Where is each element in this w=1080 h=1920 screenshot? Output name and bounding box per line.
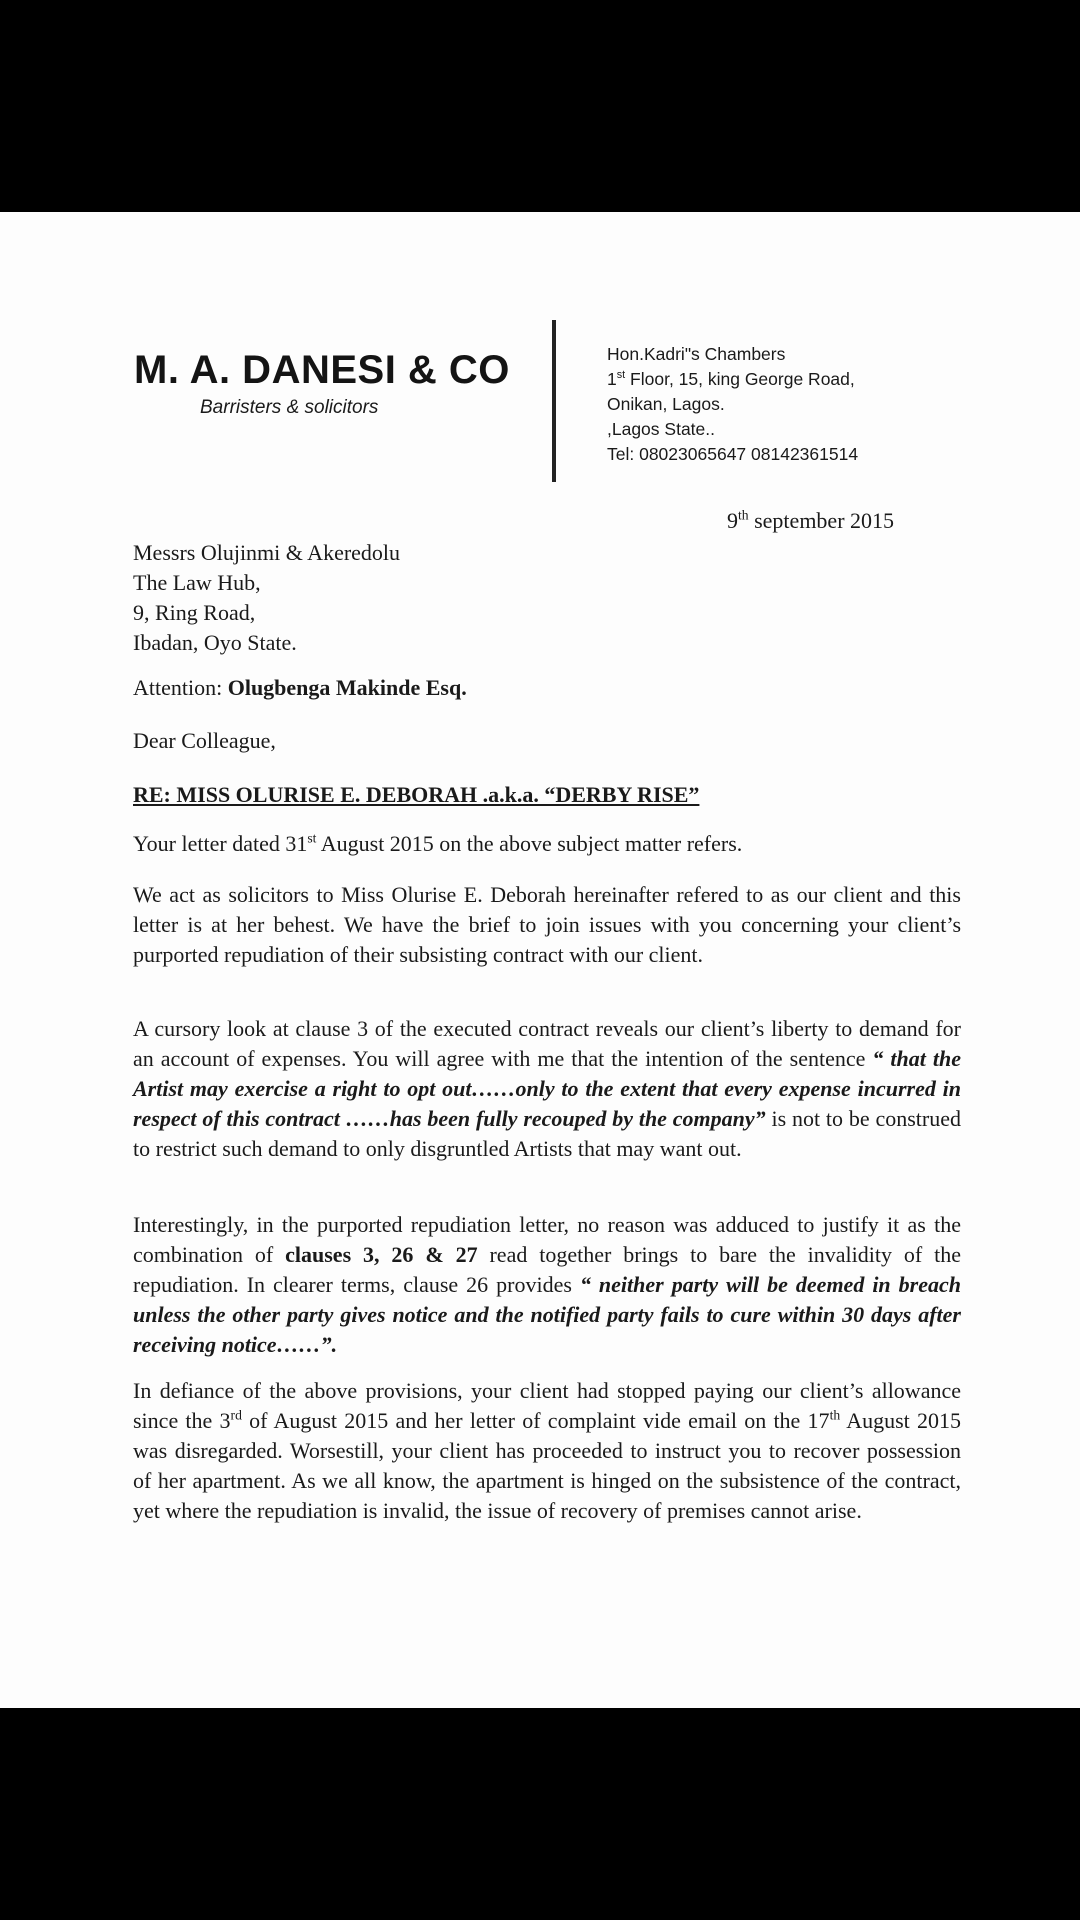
- recipient-line: The Law Hub,: [133, 570, 261, 595]
- letter-date: 9th september 2015: [727, 507, 895, 533]
- clauses-reference: clauses 3, 26 & 27: [285, 1242, 478, 1267]
- paragraph-2: We act as solicitors to Miss Olurise E. Deborah hereinafter refered to as our client and this letter is at her behest. We have the brief to join issues with you concerning your client’s purported repudiation of their subsisting contract with our client.: [133, 882, 961, 967]
- clause-quote: “ neither party will be deemed in breach unless the other party gives notice and the notified party fails to cure within 30 days after receiving notice……”.: [133, 1272, 961, 1357]
- address-line: 1st Floor, 15, king George Road,: [607, 369, 855, 389]
- telephone-line: Tel: 08023065647 08142361514: [607, 444, 859, 464]
- paragraph-3: A cursory look at clause 3 of the executed contract reveals our client’s liberty to demand for an account of expenses. You will agree with me that the intention of the sentence “ that the Artist may exercise a right to opt out……only to the extent that every expense incurred in respect of this contract ……has been fully recouped by the company” is not to be construed to restrict such demand to only disgruntled Artists that may want out.: [133, 1016, 961, 1161]
- recipient-line: Ibadan, Oyo State.: [133, 630, 297, 655]
- chambers-address: [607, 342, 858, 467]
- attention-name: Olugbenga Makinde Esq.: [227, 675, 467, 700]
- address-line: Onikan, Lagos.: [607, 394, 725, 414]
- firm-name: M. A. DANESI & CO: [134, 348, 510, 392]
- letterhead-firm: [134, 348, 510, 419]
- subject-line: RE: MISS OLURISE E. DEBORAH .a.k.a. “DERBY RISE”: [133, 782, 700, 807]
- contract-quote: “ that the Artist may exercise a right to opt out……only to the extent that every expense incurred in respect of this contract ……has been fully recouped by the company”: [133, 1046, 961, 1131]
- paragraph-1: Your letter dated 31st August 2015 on the above subject matter refers.: [133, 830, 743, 856]
- recipient-line: Messrs Olujinmi & Akeredolu: [133, 540, 401, 565]
- paragraph-5: In defiance of the above provisions, your client had stopped paying our client’s allowance since the 3rd of August 2015 and her letter of complaint vide email on the 17th August 2015 was disregarded. Worsestill, your client has proceeded to instruct you to recover possession of her apartment. As we all know, the apartment is hinged on the subsistence of the contract, yet where the repudiation is invalid, the issue of recovery of premises cannot arise.: [133, 1378, 961, 1523]
- paragraph-4: Interestingly, in the purported repudiation letter, no reason was adduced to justify it as the combination of clauses 3, 26 & 27 read together brings to bare the invalidity of the repudiation. In clearer terms, clause 26 provides “ neither party will be deemed in breach unless the other party gives notice and the notified party fails to cure within 30 days after receiving notice……”.: [133, 1212, 962, 1357]
- firm-tagline: Barristers & solicitors: [200, 397, 379, 418]
- letter-page: [0, 212, 1080, 1708]
- recipient-address: [133, 538, 400, 658]
- address-line: Hon.Kadri"s Chambers: [607, 344, 786, 364]
- address-line: ,Lagos State..: [607, 419, 715, 439]
- salutation: Dear Colleague,: [133, 728, 276, 753]
- recipient-line: 9, Ring Road,: [133, 600, 256, 625]
- attention-line: Attention: Olugbenga Makinde Esq.: [133, 675, 467, 700]
- letterhead-divider: [552, 320, 556, 482]
